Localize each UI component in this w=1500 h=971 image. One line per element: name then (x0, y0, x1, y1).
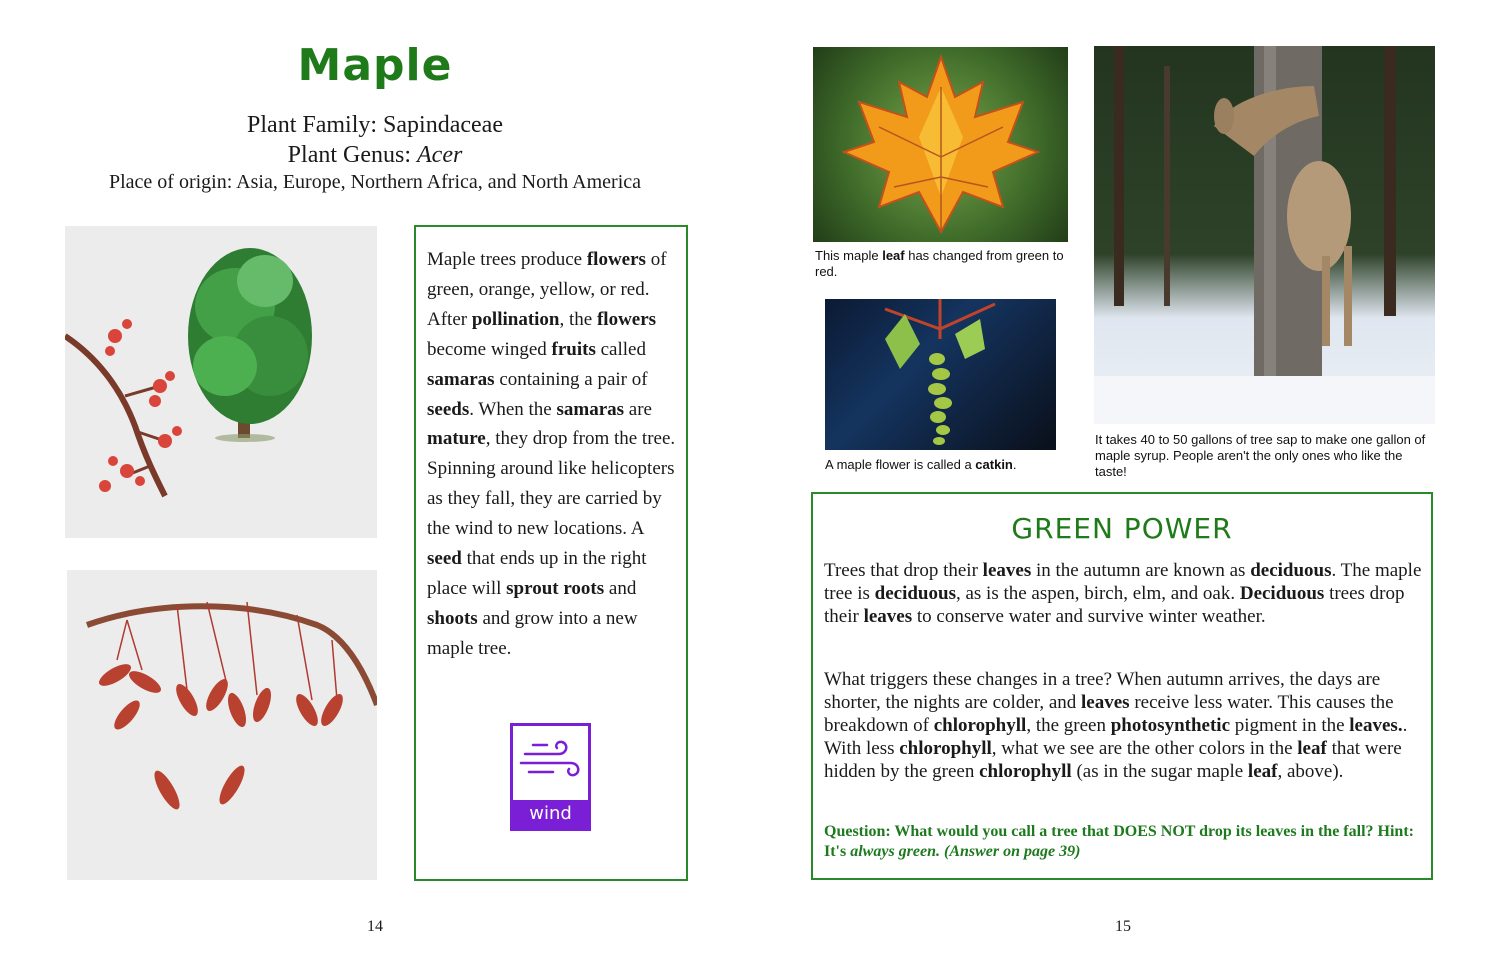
green-power-question: Question: What would you call a tree that DOES NOT drop its leaves in the fall? Hint: It's always green. (Answer on page 39) (824, 823, 1414, 860)
samaras-illustration (67, 570, 377, 880)
page-number-left: 14 (367, 918, 383, 935)
tree-flower-illustration (65, 226, 377, 538)
green-power-title: GREEN POWER (1011, 512, 1233, 545)
wind-icon (513, 726, 588, 800)
green-power-paragraph-2: What triggers these changes in a tree? When autumn arrives, the days are shorter, the nights are colder, and leaves receive less water. This causes the breakdown of chlorophyll, the green photosynthetic pigment in the leaves.. With less chlorophyll, what we see are the other colors in the leaf that were hidden by the green chlorophyll (as in the sugar maple leaf, above). (824, 669, 1408, 782)
page-title: Maple (297, 40, 453, 91)
page-number-right: 15 (1115, 918, 1131, 935)
description-text: Maple trees produce flowers of green, orange, yellow, or red. After pollination, the flowers become winged fruits called samaras containing a pair of seeds. When the samaras are mature, they drop from the tree. Spinning around like helicopters as they fall, they are carried by the wind to new locations. A seed that ends up in the right place will sprout roots and shoots and grow into a new maple tree. (427, 249, 676, 659)
catkin-photo (825, 299, 1056, 450)
deer-photo (1094, 46, 1435, 424)
catkin-caption: A maple flower is called a catkin. (825, 457, 1017, 472)
green-power-box (811, 492, 1433, 880)
wind-label: wind (513, 800, 588, 828)
description-box (414, 225, 688, 881)
leaf-caption: This maple leaf has changed from green to red. (815, 248, 1064, 279)
genus-prefix: Plant Genus: (287, 142, 417, 168)
plant-family: Plant Family: Sapindaceae (247, 112, 503, 138)
place-of-origin: Place of origin: Asia, Europe, Northern Africa, and North America (108, 171, 642, 193)
wind-badge (510, 723, 591, 831)
plant-genus (0, 142, 750, 169)
deer-caption: It takes 40 to 50 gallons of tree sap to make one gallon of maple syrup. People aren't the only ones who like the taste! (1095, 432, 1426, 479)
genus-name: Acer (417, 142, 463, 168)
green-power-paragraph-1: Trees that drop their leaves in the autumn are known as deciduous. The maple tree is deciduous, as is the aspen, birch, elm, and oak. Deciduous trees drop their leaves to conserve water and survive winter weather. (824, 560, 1422, 627)
autumn-leaf-photo (813, 47, 1068, 242)
